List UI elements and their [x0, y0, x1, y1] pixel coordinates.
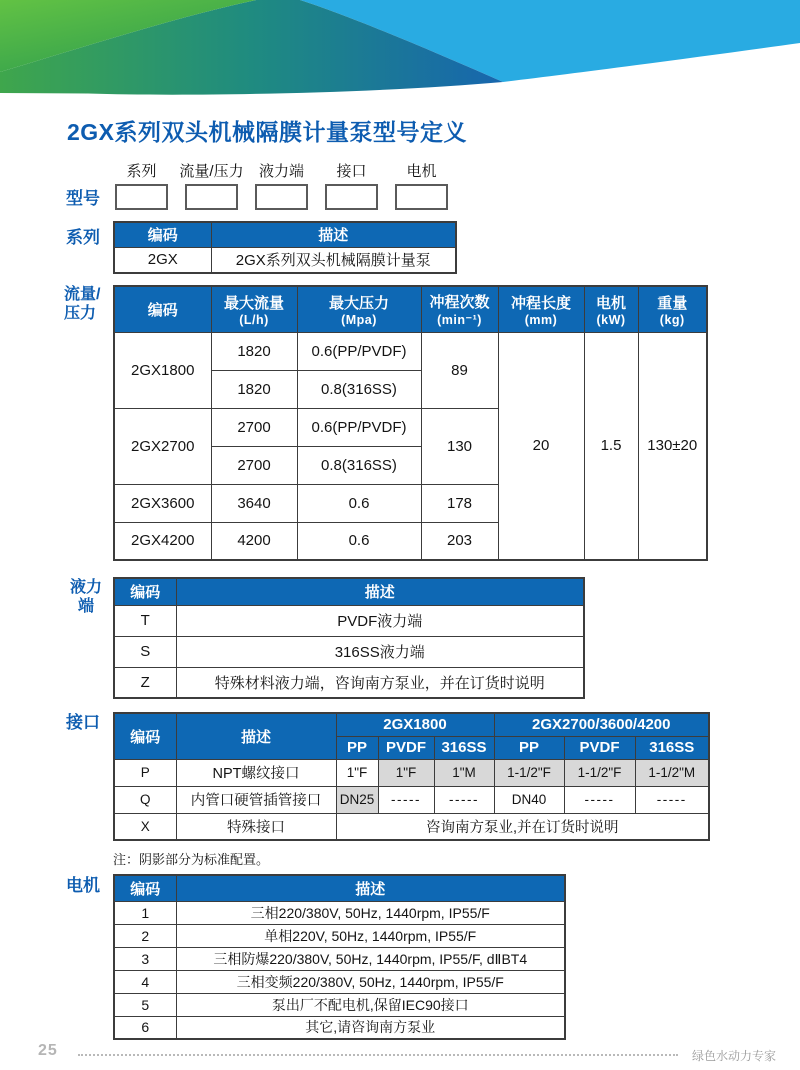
- model-field-motor: [395, 162, 448, 210]
- maxflow-cell: 1820: [211, 370, 297, 408]
- hyd-code-cell: T: [114, 605, 176, 636]
- hydraulic-label: 液力 端: [69, 579, 102, 615]
- motor-desc-cell: 单相220V, 50Hz, 1440rpm, IP55/F: [176, 924, 565, 947]
- int-value-cell: -----: [434, 786, 494, 813]
- int-subheader-pp: PP: [336, 736, 378, 759]
- flow-header-code: 编码: [114, 286, 211, 332]
- int-value-cell: -----: [635, 786, 709, 813]
- int-code-cell: Q: [114, 786, 176, 813]
- motor-code-cell: 1: [114, 901, 176, 924]
- interface-label: 接口: [66, 713, 100, 732]
- footer-slogan: 绿色水动力专家: [692, 1049, 777, 1063]
- strokes-cell: 130: [421, 408, 498, 484]
- table-row: [114, 1016, 565, 1039]
- int-value-cell: -----: [378, 786, 434, 813]
- table-row: [114, 947, 565, 970]
- hyd-desc-cell: 316SS液力端: [176, 636, 584, 667]
- model-field-box: [255, 184, 308, 210]
- table-row: [114, 786, 709, 813]
- table-row: [114, 247, 456, 273]
- hyd-desc-cell: 特殊材料液力端，咨询南方泵业，并在订货时说明: [176, 667, 584, 698]
- table-row: [114, 901, 565, 924]
- table-row: [114, 813, 709, 840]
- series-header-code: 编码: [114, 222, 211, 247]
- motor-header-desc: 描述: [176, 875, 565, 901]
- pump-code-cell: 2GX1800: [114, 332, 211, 408]
- hyd-header-desc: 描述: [176, 578, 584, 605]
- int-header-code: 编码: [114, 713, 176, 759]
- int-subheader-pvdf: PVDF: [564, 736, 635, 759]
- strokes-cell: 203: [421, 522, 498, 560]
- int-merged-cell: 咨询南方泵业,并在订货时说明: [336, 813, 709, 840]
- table-row: [114, 993, 565, 1016]
- interface-table: [113, 712, 710, 841]
- motor-desc-cell: 三相变频220/380V, 50Hz, 1440rpm, IP55/F: [176, 970, 565, 993]
- table-row: [114, 636, 584, 667]
- int-code-cell: P: [114, 759, 176, 786]
- table-row: [114, 332, 707, 370]
- flow-header-weight: 重量 (kg): [638, 286, 707, 332]
- series-table: [113, 221, 457, 274]
- int-desc-cell: NPT螺纹接口: [176, 759, 336, 786]
- model-field-label: 流量/压力: [179, 163, 244, 180]
- maxflow-cell: 3640: [211, 484, 297, 522]
- motor-desc-cell: 三相防爆220/380V, 50Hz, 1440rpm, IP55/F, dⅡBT4: [176, 947, 565, 970]
- motor-code-cell: 4: [114, 970, 176, 993]
- motor-code-cell: 6: [114, 1016, 176, 1039]
- int-value-cell: 1"F: [378, 759, 434, 786]
- motor-code-cell: 5: [114, 993, 176, 1016]
- flow-pressure-table: [113, 285, 708, 561]
- int-code-cell: X: [114, 813, 176, 840]
- flow-header-strokelength: 冲程长度 (mm): [498, 286, 584, 332]
- hyd-code-cell: S: [114, 636, 176, 667]
- page-title: 2GX系列双头机械隔膜计量泵型号定义: [67, 119, 468, 145]
- strokelength-cell: 20: [498, 332, 584, 560]
- banner-graphic: [0, 0, 800, 100]
- series-desc-cell: 2GX系列双头机械隔膜计量泵: [211, 247, 456, 273]
- int-header-group2: 2GX2700/3600/4200: [494, 713, 709, 736]
- model-label: 型号: [66, 189, 100, 208]
- int-desc-cell: 内管口硬管插管接口: [176, 786, 336, 813]
- footer-dotted-divider: [78, 1054, 678, 1056]
- maxflow-cell: 2700: [211, 408, 297, 446]
- int-subheader-316ss: 316SS: [635, 736, 709, 759]
- table-row: [114, 759, 709, 786]
- motor-kw-cell: 1.5: [584, 332, 638, 560]
- model-field-hydraulic: [255, 162, 308, 210]
- int-value-cell: DN25: [336, 786, 378, 813]
- maxflow-cell: 2700: [211, 446, 297, 484]
- table-row: [114, 605, 584, 636]
- model-field-box: [325, 184, 378, 210]
- maxpressure-cell: 0.8(316SS): [297, 446, 421, 484]
- motor-desc-cell: 三相220/380V, 50Hz, 1440rpm, IP55/F: [176, 901, 565, 924]
- int-subheader-pvdf: PVDF: [378, 736, 434, 759]
- model-field-box: [115, 184, 168, 210]
- motor-header-code: 编码: [114, 875, 176, 901]
- maxpressure-cell: 0.6: [297, 484, 421, 522]
- int-header-group1: 2GX1800: [336, 713, 494, 736]
- flow-header-maxflow: 最大流量 (L/h): [211, 286, 297, 332]
- int-subheader-pp: PP: [494, 736, 564, 759]
- motor-desc-cell: 泵出厂不配电机,保留IEC90接口: [176, 993, 565, 1016]
- weight-cell: 130±20: [638, 332, 707, 560]
- flow-header-maxpressure: 最大压力 (Mpa): [297, 286, 421, 332]
- flow-header-strokes: 冲程次数 (min⁻¹): [421, 286, 498, 332]
- maxpressure-cell: 0.6(PP/PVDF): [297, 408, 421, 446]
- pump-code-cell: 2GX3600: [114, 484, 211, 522]
- maxpressure-cell: 0.6(PP/PVDF): [297, 332, 421, 370]
- int-header-desc: 描述: [176, 713, 336, 759]
- model-field-label: 系列: [126, 163, 157, 180]
- hydraulic-end-table: [113, 577, 585, 699]
- motor-code-cell: 3: [114, 947, 176, 970]
- shading-note: 注：阴影部分为标准配置。: [113, 852, 270, 867]
- maxpressure-cell: 0.6: [297, 522, 421, 560]
- maxflow-cell: 1820: [211, 332, 297, 370]
- hyd-header-code: 编码: [114, 578, 176, 605]
- model-field-series: [115, 162, 168, 210]
- int-value-cell: -----: [564, 786, 635, 813]
- int-value-cell: 1-1/2"F: [564, 759, 635, 786]
- model-field-flow: [179, 162, 244, 210]
- int-value-cell: 1"F: [336, 759, 378, 786]
- int-value-cell: DN40: [494, 786, 564, 813]
- motor-code-cell: 2: [114, 924, 176, 947]
- maxflow-cell: 4200: [211, 522, 297, 560]
- int-value-cell: 1"M: [434, 759, 494, 786]
- pump-code-cell: 2GX4200: [114, 522, 211, 560]
- page-number: 25: [38, 1042, 58, 1059]
- series-code-cell: 2GX: [114, 247, 211, 273]
- flow-label: 流量/ 压力: [64, 286, 101, 322]
- series-label: 系列: [66, 228, 100, 247]
- hyd-desc-cell: PVDF液力端: [176, 605, 584, 636]
- model-field-label: 电机: [406, 163, 437, 180]
- model-field-label: 液力端: [258, 163, 304, 180]
- model-field-box: [395, 184, 448, 210]
- motor-label: 电机: [66, 876, 100, 895]
- model-code-builder: [115, 162, 465, 210]
- strokes-cell: 178: [421, 484, 498, 522]
- motor-desc-cell: 其它,请咨询南方泵业: [176, 1016, 565, 1039]
- hyd-code-cell: Z: [114, 667, 176, 698]
- strokes-cell: 89: [421, 332, 498, 408]
- model-field-label: 接口: [336, 163, 367, 180]
- table-row: [114, 667, 584, 698]
- model-field-box: [185, 184, 238, 210]
- int-desc-cell: 特殊接口: [176, 813, 336, 840]
- motor-table: [113, 874, 566, 1040]
- int-value-cell: 1-1/2"F: [494, 759, 564, 786]
- pump-code-cell: 2GX2700: [114, 408, 211, 484]
- series-header-desc: 描述: [211, 222, 456, 247]
- flow-header-motor: 电机 (kW): [584, 286, 638, 332]
- table-row: [114, 970, 565, 993]
- int-subheader-316ss: 316SS: [434, 736, 494, 759]
- table-row: [114, 924, 565, 947]
- model-field-interface: [325, 162, 378, 210]
- maxpressure-cell: 0.8(316SS): [297, 370, 421, 408]
- int-value-cell: 1-1/2"M: [635, 759, 709, 786]
